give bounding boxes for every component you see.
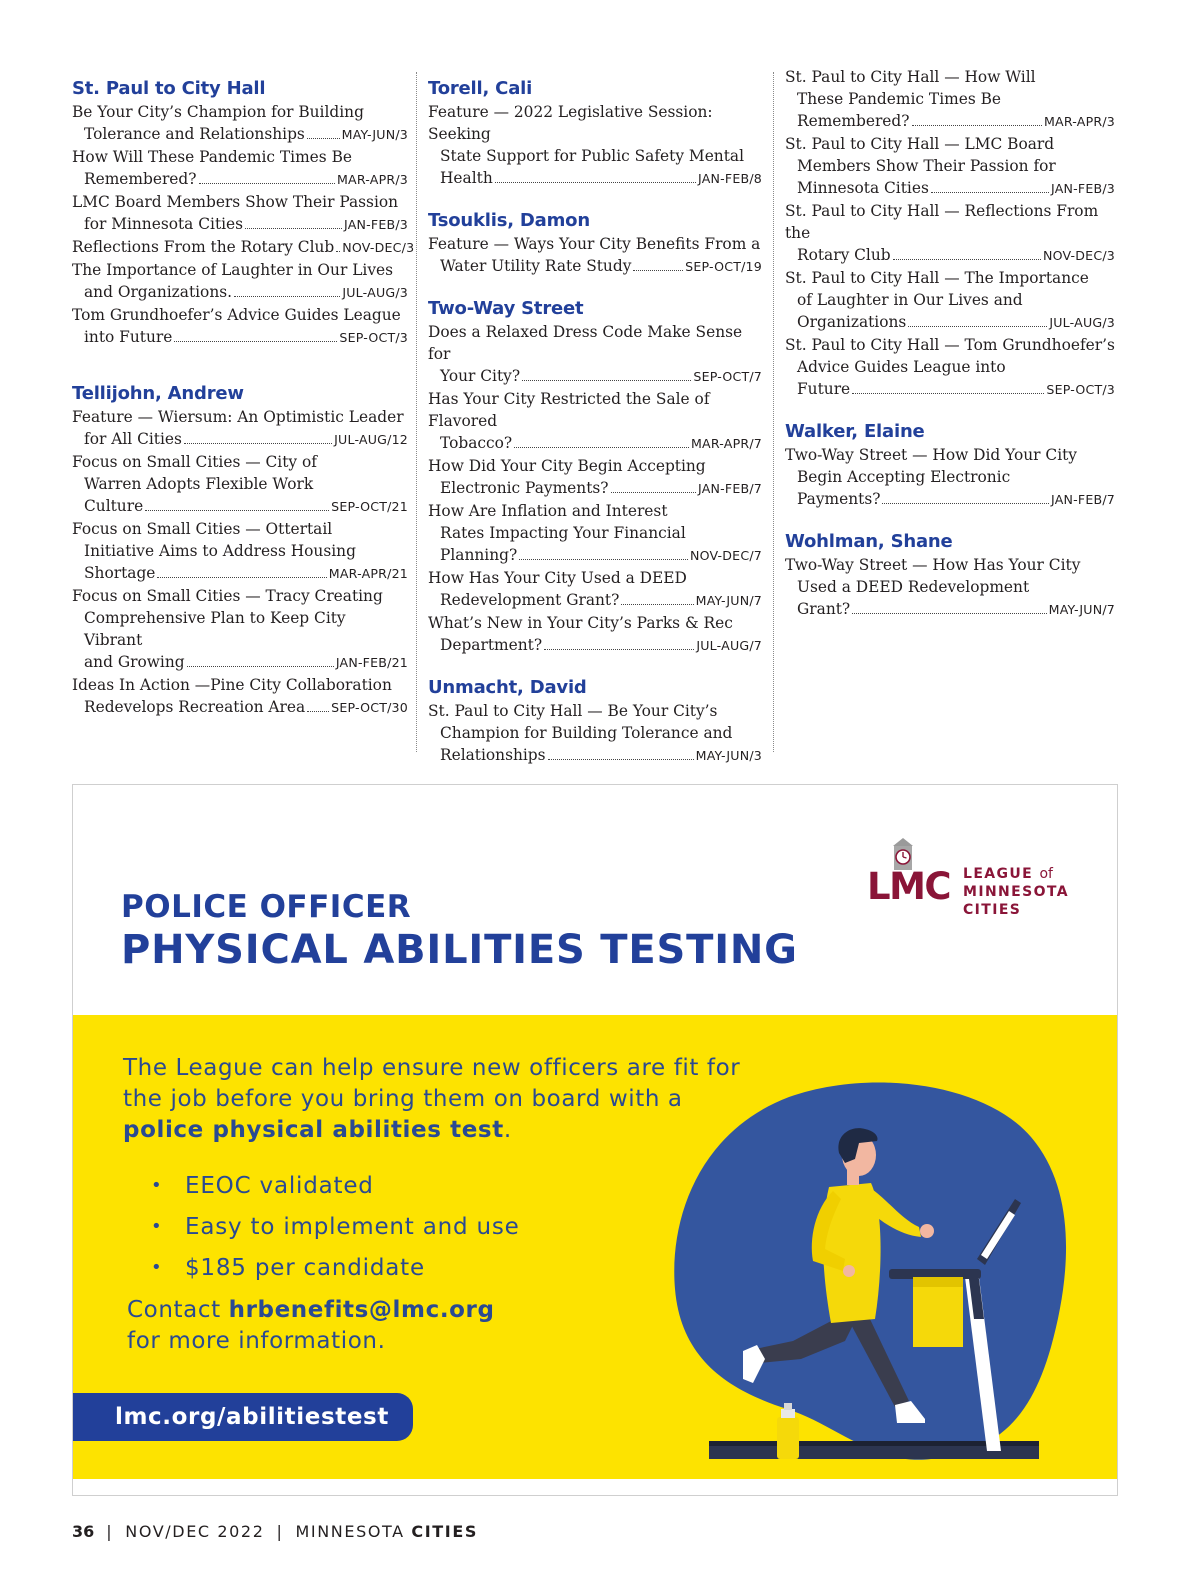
- bullet-item: • Easy to implement and use: [151, 1213, 520, 1240]
- dot-leader: [157, 577, 326, 578]
- entry-issue-page: MAY-JUN/3: [341, 127, 408, 142]
- entry-title-end: for Minnesota Cities: [84, 215, 244, 233]
- issue-date: NOV/DEC 2022: [125, 1522, 265, 1541]
- index-entry: [785, 66, 1115, 133]
- index-section: [428, 210, 762, 278]
- ad-yellow-panel: [73, 1015, 1117, 1479]
- page-number: 36: [72, 1522, 95, 1541]
- entry-last-line: [428, 634, 762, 657]
- index-section: [428, 298, 762, 657]
- entry-title-end: Payments?: [797, 490, 881, 508]
- entry-title-end: Tobacco?: [440, 434, 513, 452]
- entry-last-line: [72, 213, 408, 236]
- entry-line: Rates Impacting Your Financial: [440, 524, 686, 542]
- entry-last-line: [785, 244, 1115, 267]
- entry-line: Has Your City Restricted the Sale of Flavored: [428, 390, 710, 430]
- ad-kicker: POLICE OFFICER: [121, 889, 412, 925]
- entry-line: Members Show Their Passion for: [797, 157, 1056, 175]
- entry-title-end: into Future: [84, 328, 173, 346]
- index-section: [785, 421, 1115, 511]
- ad-contact: [127, 1295, 687, 1357]
- page-footer: 36 | NOV/DEC 2022 | MINNESOTA CITIES: [72, 1522, 479, 1541]
- index-column-2: [428, 68, 762, 767]
- lmc-advertisement: [72, 784, 1118, 1496]
- index-entry: [428, 455, 762, 500]
- bullet-text: Easy to implement and use: [185, 1213, 520, 1240]
- entry-last-line: [72, 168, 408, 191]
- index-entry: [785, 133, 1115, 200]
- logo-line-league: LEAGUE: [963, 866, 1034, 882]
- entry-issue-page: JUL-AUG/3: [1049, 315, 1115, 330]
- logo-of: of: [1039, 866, 1053, 882]
- entry-line: Ideas In Action —Pine City Collaboration: [72, 676, 392, 694]
- entry-line: How Has Your City Used a DEED: [428, 569, 687, 587]
- index-section: [72, 78, 415, 349]
- entry-line: of Laughter in Our Lives and: [797, 291, 1023, 309]
- dot-leader: [307, 138, 340, 139]
- entry-title-end: Electronic Payments?: [440, 479, 609, 497]
- entry-issue-page: JAN-FEB/3: [344, 217, 408, 232]
- entry-last-line: [72, 281, 408, 304]
- entry-issue-page: JUL-AUG/7: [696, 638, 762, 653]
- entry-issue-page: MAY-JUN/3: [695, 748, 762, 763]
- index-entry: [72, 101, 408, 146]
- publication-name-bold: CITIES: [411, 1522, 479, 1541]
- entry-line: How Are Inflation and Interest: [428, 502, 668, 520]
- entry-line: LMC Board Members Show Their Passion: [72, 193, 399, 211]
- entry-line: The Importance of Laughter in Our Lives: [72, 261, 394, 279]
- entry-last-line: [428, 589, 762, 612]
- bullet-text: $185 per candidate: [185, 1254, 425, 1281]
- entry-last-line: [72, 651, 408, 674]
- entry-title-end: for All Cities: [84, 430, 182, 448]
- entry-title-end: Redevelopment Grant?: [440, 591, 620, 609]
- bullet-text: EEOC validated: [185, 1172, 374, 1199]
- entry-last-line: [428, 477, 762, 500]
- entry-line: How Did Your City Begin Accepting: [428, 457, 706, 475]
- entry-line: Used a DEED Redevelopment: [797, 578, 1030, 596]
- index-entry: [428, 101, 762, 190]
- entry-title-end: Your City?: [440, 367, 521, 385]
- entry-line: Begin Accepting Electronic: [797, 468, 1011, 486]
- entry-line: Feature — Ways Your City Benefits From a: [428, 235, 761, 253]
- entry-last-line: [428, 432, 762, 455]
- dot-leader: [245, 228, 342, 229]
- index-entry: [72, 674, 408, 719]
- entry-last-line: [428, 365, 762, 388]
- entry-issue-page: JUL-AUG/12: [334, 432, 408, 447]
- entry-line: Champion for Building Tolerance and: [440, 724, 733, 742]
- entry-issue-page: JAN-FEB/8: [698, 171, 762, 186]
- index-column-1: [72, 68, 415, 719]
- entry-last-line: [72, 495, 408, 518]
- dot-leader: [912, 125, 1042, 126]
- index-heading: Two-Way Street: [428, 298, 584, 319]
- entry-last-line: [428, 744, 762, 767]
- dot-leader: [931, 192, 1049, 193]
- ad-headline: PHYSICAL ABILITIES TESTING: [121, 927, 798, 973]
- entry-title-end: Organizations: [797, 313, 907, 331]
- entry-issue-page: JAN-FEB/21: [335, 655, 408, 670]
- index-entry: [785, 267, 1115, 334]
- entry-line: Feature — Wiersum: An Optimistic Leader: [72, 408, 404, 426]
- dot-leader: [519, 559, 688, 560]
- publication-name: [296, 1522, 479, 1541]
- entry-issue-page: MAY-JUN/7: [695, 593, 762, 608]
- entry-last-line: [785, 110, 1115, 133]
- entry-title-end: Reflections From the Rotary Club: [72, 238, 335, 256]
- entry-issue-page: NOV-DEC/3: [1042, 248, 1115, 263]
- entry-issue-page: NOV-DEC/3: [342, 240, 415, 255]
- entry-last-line: [785, 177, 1115, 200]
- ad-pitch: [123, 1053, 763, 1146]
- dot-leader: [234, 296, 340, 297]
- dot-leader: [514, 447, 689, 448]
- entry-last-line: [72, 236, 415, 259]
- entry-last-line: [428, 255, 762, 278]
- index-entry: [428, 321, 762, 388]
- column-divider: [773, 72, 774, 752]
- dot-leader: [548, 759, 694, 760]
- index-entry: [72, 146, 408, 191]
- dot-leader: [184, 443, 332, 444]
- index-entry: [785, 554, 1115, 621]
- entry-title-end: Relationships: [440, 746, 546, 764]
- entry-issue-page: MAR-APR/3: [336, 172, 408, 187]
- entry-line: What’s New in Your City’s Parks & Rec: [428, 614, 733, 632]
- entry-line: Tom Grundhoefer’s Advice Guides League: [72, 306, 401, 324]
- index-entry: [785, 444, 1115, 511]
- lmc-logo: [867, 837, 1079, 917]
- dot-leader: [495, 182, 696, 183]
- index-entry: [428, 500, 762, 567]
- entry-issue-page: JAN-FEB/7: [1051, 492, 1115, 507]
- index-section: [72, 383, 408, 719]
- pitch-emphasis: police physical abilities test: [123, 1117, 504, 1143]
- index-entry: [72, 406, 408, 451]
- index-heading: Tellijohn, Andrew: [72, 383, 244, 404]
- ad-url-link[interactable]: lmc.org/abilitiestest: [73, 1393, 413, 1441]
- entry-line: St. Paul to City Hall — Be Your City’s: [428, 702, 718, 720]
- entry-line: These Pandemic Times Be: [797, 90, 1002, 108]
- dot-leader: [633, 270, 683, 271]
- entry-last-line: [72, 562, 408, 585]
- entry-line: Two-Way Street — How Has Your City: [785, 556, 1081, 574]
- dot-leader: [522, 380, 691, 381]
- entry-issue-page: MAR-APR/3: [1043, 114, 1115, 129]
- entry-title-end: and Organizations.: [84, 283, 233, 301]
- publication-name-regular: MINNESOTA: [295, 1522, 412, 1541]
- pitch-text: The League can help ensure new officers are fit for the job before you bring them on board with a: [123, 1055, 741, 1112]
- dot-leader: [187, 666, 334, 667]
- index-column-3: [785, 66, 1115, 621]
- entry-issue-page: JAN-FEB/7: [698, 481, 762, 496]
- entry-issue-page: JAN-FEB/3: [1051, 181, 1115, 196]
- entry-title-end: Remembered?: [797, 112, 910, 130]
- index-entry: [72, 236, 415, 259]
- entry-issue-page: MAR-APR/7: [690, 436, 762, 451]
- entry-line: Does a Relaxed Dress Code Make Sense for: [428, 323, 743, 363]
- contact-text: Contact: [127, 1297, 229, 1323]
- entry-line: Comprehensive Plan to Keep City Vibrant: [84, 609, 346, 649]
- index-entry: [428, 612, 762, 657]
- index-entry: [72, 585, 408, 674]
- entry-line: St. Paul to City Hall — How Will: [785, 68, 1036, 86]
- entry-line: St. Paul to City Hall — Reflections From the: [785, 202, 1099, 242]
- pitch-end: .: [503, 1117, 512, 1143]
- entry-title-end: Redevelops Recreation Area: [84, 698, 306, 716]
- entry-title-end: Grant?: [797, 600, 851, 618]
- entry-title-end: Health: [440, 169, 493, 187]
- index-section: [785, 531, 1115, 621]
- entry-line: State Support for Public Safety Mental: [440, 147, 744, 165]
- index-entry: [428, 567, 762, 612]
- dot-leader: [882, 503, 1049, 504]
- entry-line: How Will These Pandemic Times Be: [72, 148, 352, 166]
- entry-title-end: Future: [797, 380, 851, 398]
- index-entry: [785, 334, 1115, 401]
- logo-wordmark: [963, 865, 1069, 919]
- entry-line: Focus on Small Cities — City of: [72, 453, 317, 471]
- entry-last-line: [428, 544, 762, 567]
- index-entry: [428, 700, 762, 767]
- entry-last-line: [428, 167, 762, 190]
- dot-leader: [611, 492, 696, 493]
- entry-title-end: Department?: [440, 636, 543, 654]
- entry-issue-page: NOV-DEC/7: [689, 548, 762, 563]
- dot-leader: [336, 251, 340, 252]
- dot-leader: [199, 183, 335, 184]
- bullet-item: • EEOC validated: [151, 1172, 374, 1199]
- entry-line: Focus on Small Cities — Ottertail: [72, 520, 333, 538]
- entry-title-end: Remembered?: [84, 170, 197, 188]
- entry-last-line: [72, 428, 408, 451]
- entry-last-line: [785, 378, 1115, 401]
- entry-last-line: [72, 123, 408, 146]
- index-heading: Torell, Cali: [428, 78, 533, 99]
- dot-leader: [307, 711, 329, 712]
- dot-leader: [544, 649, 694, 650]
- index-heading: Walker, Elaine: [785, 421, 925, 442]
- index-entry: [785, 200, 1115, 267]
- dot-leader: [852, 613, 1046, 614]
- entry-last-line: [72, 696, 408, 719]
- entry-title-end: Planning?: [440, 546, 518, 564]
- index-heading: Unmacht, David: [428, 677, 587, 698]
- index-section: [785, 66, 1115, 401]
- entry-title-end: Tolerance and Relationships: [84, 125, 305, 143]
- entry-issue-page: SEP-OCT/21: [331, 499, 408, 514]
- index-entry: [428, 233, 762, 278]
- ad-bullet-list: [151, 1165, 520, 1288]
- entry-line: Focus on Small Cities — Tracy Creating: [72, 587, 383, 605]
- entry-title-end: and Growing: [84, 653, 185, 671]
- entry-last-line: [785, 488, 1115, 511]
- contact-email-link[interactable]: hrbenefits@lmc.org: [228, 1297, 495, 1323]
- index-entry: [72, 304, 408, 349]
- entry-line: Feature — 2022 Legislative Session: Seeking: [428, 103, 713, 143]
- entry-line: St. Paul to City Hall — LMC Board: [785, 135, 1055, 153]
- entry-title-end: Rotary Club: [797, 246, 891, 264]
- index-heading: St. Paul to City Hall: [72, 78, 266, 99]
- treadmill-runner-illustration: [669, 1079, 1109, 1479]
- entry-title-end: Shortage: [84, 564, 156, 582]
- entry-title-end: Culture: [84, 497, 144, 515]
- entry-line: St. Paul to City Hall — Tom Grundhoefer’s: [785, 336, 1115, 354]
- dot-leader: [174, 341, 337, 342]
- dot-leader: [621, 604, 693, 605]
- dot-leader: [908, 326, 1047, 327]
- logo-mark: LMC: [867, 865, 951, 908]
- entry-issue-page: SEP-OCT/19: [685, 259, 762, 274]
- contact-text-end: for more information.: [127, 1328, 386, 1354]
- index-entry: [72, 191, 408, 236]
- entry-title-end: Water Utility Rate Study: [440, 257, 632, 275]
- entry-issue-page: MAR-APR/21: [328, 566, 408, 581]
- column-divider: [416, 72, 417, 752]
- index-section: [428, 677, 762, 767]
- entry-line: Warren Adopts Flexible Work: [84, 475, 314, 493]
- entry-line: Be Your City’s Champion for Building: [72, 103, 364, 121]
- index-entry: [72, 259, 408, 304]
- index-entry: [72, 451, 408, 518]
- dot-leader: [852, 393, 1044, 394]
- entry-last-line: [72, 326, 408, 349]
- entry-issue-page: JUL-AUG/3: [342, 285, 408, 300]
- entry-issue-page: MAY-JUN/7: [1048, 602, 1115, 617]
- index-heading: Wohlman, Shane: [785, 531, 953, 552]
- entry-issue-page: SEP-OCT/7: [693, 369, 762, 384]
- index-heading: Tsouklis, Damon: [428, 210, 590, 231]
- entry-issue-page: SEP-OCT/3: [1046, 382, 1115, 397]
- logo-line-cities: CITIES: [963, 902, 1022, 918]
- entry-issue-page: SEP-OCT/30: [331, 700, 408, 715]
- entry-line: Initiative Aims to Address Housing: [84, 542, 356, 560]
- index-section: [428, 78, 762, 190]
- entry-title-end: Minnesota Cities: [797, 179, 929, 197]
- entry-line: St. Paul to City Hall — The Importance: [785, 269, 1089, 287]
- entry-line: Advice Guides League into: [797, 358, 1006, 376]
- index-entry: [72, 518, 408, 585]
- index-entry: [428, 388, 762, 455]
- dot-leader: [145, 510, 329, 511]
- entry-last-line: [785, 311, 1115, 334]
- entry-last-line: [785, 598, 1115, 621]
- logo-line-minnesota: MINNESOTA: [963, 884, 1070, 900]
- entry-issue-page: SEP-OCT/3: [339, 330, 408, 345]
- dot-leader: [893, 259, 1041, 260]
- bullet-item: • $185 per candidate: [151, 1254, 425, 1281]
- entry-line: Two-Way Street — How Did Your City: [785, 446, 1078, 464]
